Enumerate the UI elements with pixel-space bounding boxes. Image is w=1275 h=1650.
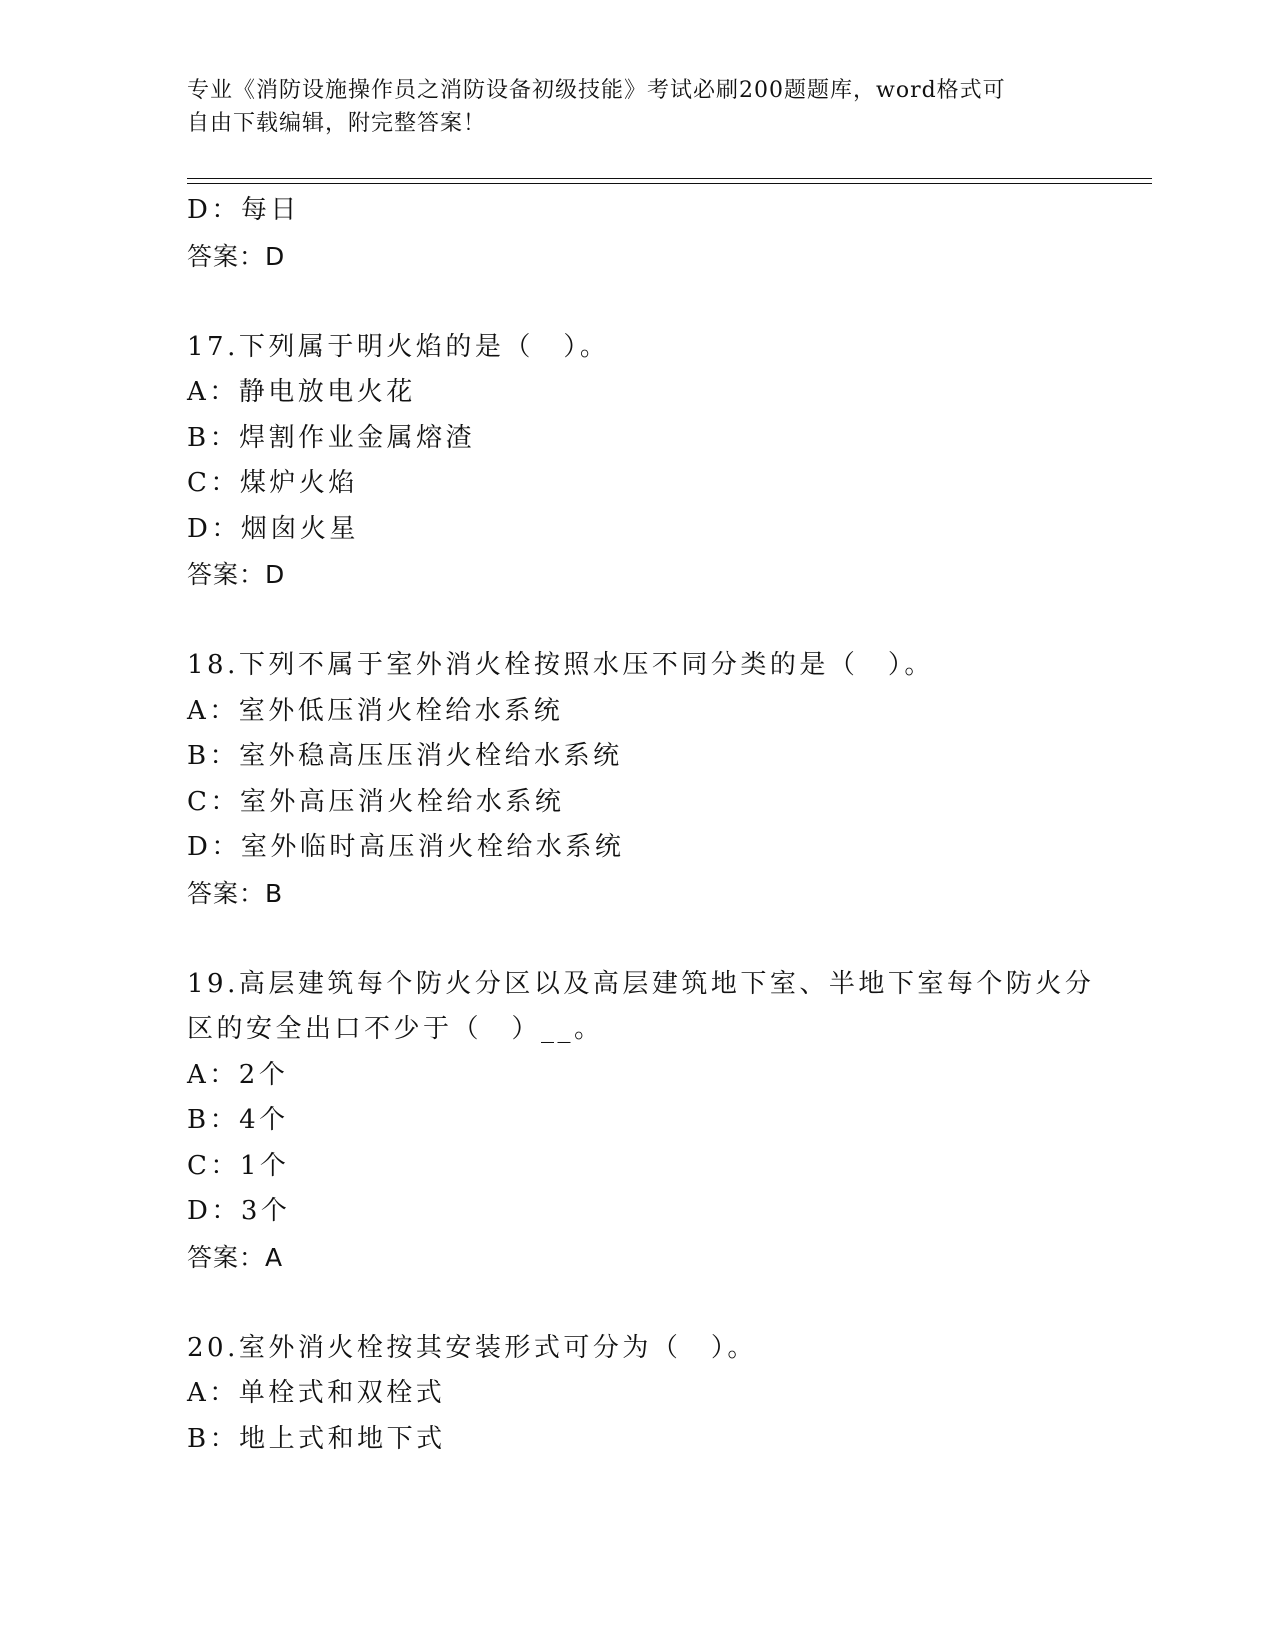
option-a: A：2个 [187, 1059, 289, 1090]
option-b: B：地上式和地下式 [187, 1423, 446, 1454]
option-b: B：焊割作业金属熔渣 [187, 422, 476, 453]
question-20 [187, 1326, 1087, 1463]
question-16-tail [187, 188, 1087, 279]
header-title-line-1: 专业《消防设施操作员之消防设备初级技能》考试必刷200题题库，word格式可 [187, 78, 1006, 103]
question-stem: 17.下列属于明火焰的是（ ）。 [187, 331, 610, 362]
option-b: B：室外稳高压压消火栓给水系统 [187, 741, 623, 771]
header-title-line-2: 自由下载编辑，附完整答案！ [187, 111, 487, 136]
answer-line: 答案：A [187, 1242, 284, 1272]
option-d: D：室外临时高压消火栓给水系统 [187, 832, 625, 862]
option-c: C：室外高压消火栓给水系统 [187, 786, 565, 817]
question-17 [187, 325, 1087, 598]
question-stem-line-2: 区的安全出口不少于（ ）__。 [187, 1014, 604, 1044]
question-stem-line-1: 19.高层建筑每个防火分区以及高层建筑地下室、半地下室每个防火分 [187, 968, 1095, 999]
option-d: D：3个 [187, 1196, 291, 1226]
question-19 [187, 962, 1095, 1281]
document-header [187, 74, 1067, 140]
option-c: C：煤炉火焰 [187, 468, 358, 498]
answer-line: 答案：D [187, 560, 286, 589]
option-c: C：1个 [187, 1150, 290, 1181]
question-stem: 18.下列不属于室外消火栓按照水压不同分类的是（ ）。 [187, 650, 934, 680]
option-b: B：4个 [187, 1105, 289, 1135]
question-stem: 20.室外消火栓按其安装形式可分为（ ）。 [187, 1332, 757, 1363]
answer-line: 答案：B [187, 878, 284, 908]
question-list [187, 188, 1095, 1462]
answer-line: 答案：D [187, 241, 286, 271]
option-a: A：室外低压消火栓给水系统 [187, 695, 564, 726]
question-18 [187, 643, 1087, 916]
option-a: A：单栓式和双栓式 [187, 1378, 446, 1408]
option-d: D：烟囱火星 [187, 513, 359, 544]
header-divider-top [187, 178, 1152, 179]
option-d: D：每日 [187, 195, 300, 225]
header-divider-bottom [187, 183, 1152, 184]
option-a: A：静电放电火花 [187, 377, 416, 407]
